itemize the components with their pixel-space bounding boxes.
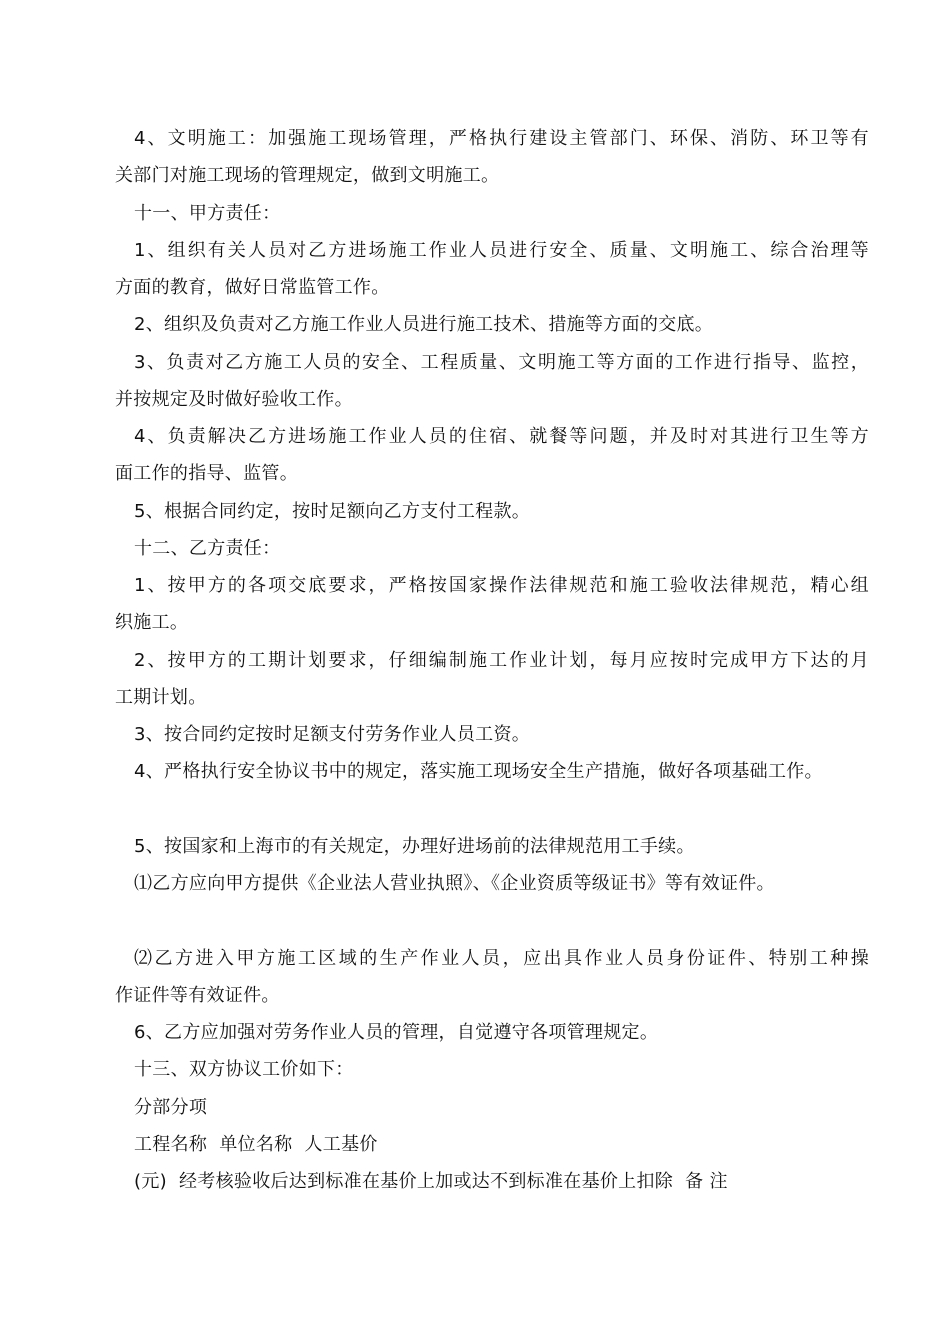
party-b-item-2-line2: 工期计划。 — [115, 687, 207, 708]
party-b-item-1-line1: 1、按甲方的各项交底要求，严格按国家操作法律规范和施工验收法律规范，精心组 — [134, 575, 869, 596]
party-b-item-6: 6、乙方应加强对劳务作业人员的管理，自觉遵守各项管理规定。 — [134, 1022, 659, 1043]
party-a-item-1-line2: 方面的教育，做好日常监管工作。 — [115, 277, 390, 298]
section-heading-party-a: 十一、甲方责任： — [134, 203, 281, 224]
party-b-item-1-line2: 织施工。 — [115, 612, 189, 633]
party-b-item-5: 5、按国家和上海市的有关规定，办理好进场前的法律规范用工手续。 — [134, 836, 695, 857]
party-b-item-4: 4、严格执行安全协议书中的规定，落实施工现场安全生产措施，做好各项基础工作。 — [134, 761, 823, 782]
price-table-header-line3: (元) 经考核验收后达到标准在基价上加或达不到标准在基价上扣除 备 注 — [134, 1171, 728, 1192]
party-a-item-1-line1: 1、组织有关人员对乙方进场施工作业人员进行安全、质量、文明施工、综合治理等 — [134, 240, 869, 261]
party-b-item-5-sub-2-line1: ⑵乙方进入甲方施工区域的生产作业人员，应出具作业人员身份证件、特别工种操 — [134, 948, 869, 969]
party-a-item-3-line1: 3、负责对乙方施工人员的安全、工程质量、文明施工等方面的工作进行指导、监控， — [134, 352, 869, 373]
party-b-item-2-line1: 2、按甲方的工期计划要求，仔细编制施工作业计划，每月应按时完成甲方下达的月 — [134, 650, 869, 671]
paragraph-civilized-construction-line1: 4、文明施工：加强施工现场管理，严格执行建设主管部门、环保、消防、环卫等有 — [134, 128, 869, 149]
paragraph-civilized-construction-line2: 关部门对施工现场的管理规定，做到文明施工。 — [115, 165, 500, 186]
party-b-item-3: 3、按合同约定按时足额支付劳务作业人员工资。 — [134, 724, 531, 745]
party-a-item-2: 2、组织及负责对乙方施工作业人员进行施工技术、措施等方面的交底。 — [134, 314, 714, 335]
party-a-item-3-line2: 并按规定及时做好验收工作。 — [115, 389, 353, 410]
party-a-item-4-line2: 面工作的指导、监管。 — [115, 463, 298, 484]
price-table-header-line1: 分部分项 — [134, 1097, 208, 1118]
party-b-item-5-sub-1: ⑴乙方应向甲方提供《企业法人营业执照》、《企业资质等级证书》等有效证件。 — [134, 873, 775, 894]
section-heading-party-b: 十二、乙方责任： — [134, 538, 281, 559]
section-heading-price: 十三、双方协议工价如下： — [134, 1059, 354, 1080]
party-a-item-4-line1: 4、负责解决乙方进场施工作业人员的住宿、就餐等问题，并及时对其进行卫生等方 — [134, 426, 869, 447]
party-b-item-5-sub-2-line2: 作证件等有效证件。 — [115, 985, 280, 1006]
party-a-item-5: 5、根据合同约定，按时足额向乙方支付工程款。 — [134, 501, 531, 522]
price-table-header-line2: 工程名称 单位名称 人工基价 — [134, 1134, 378, 1155]
